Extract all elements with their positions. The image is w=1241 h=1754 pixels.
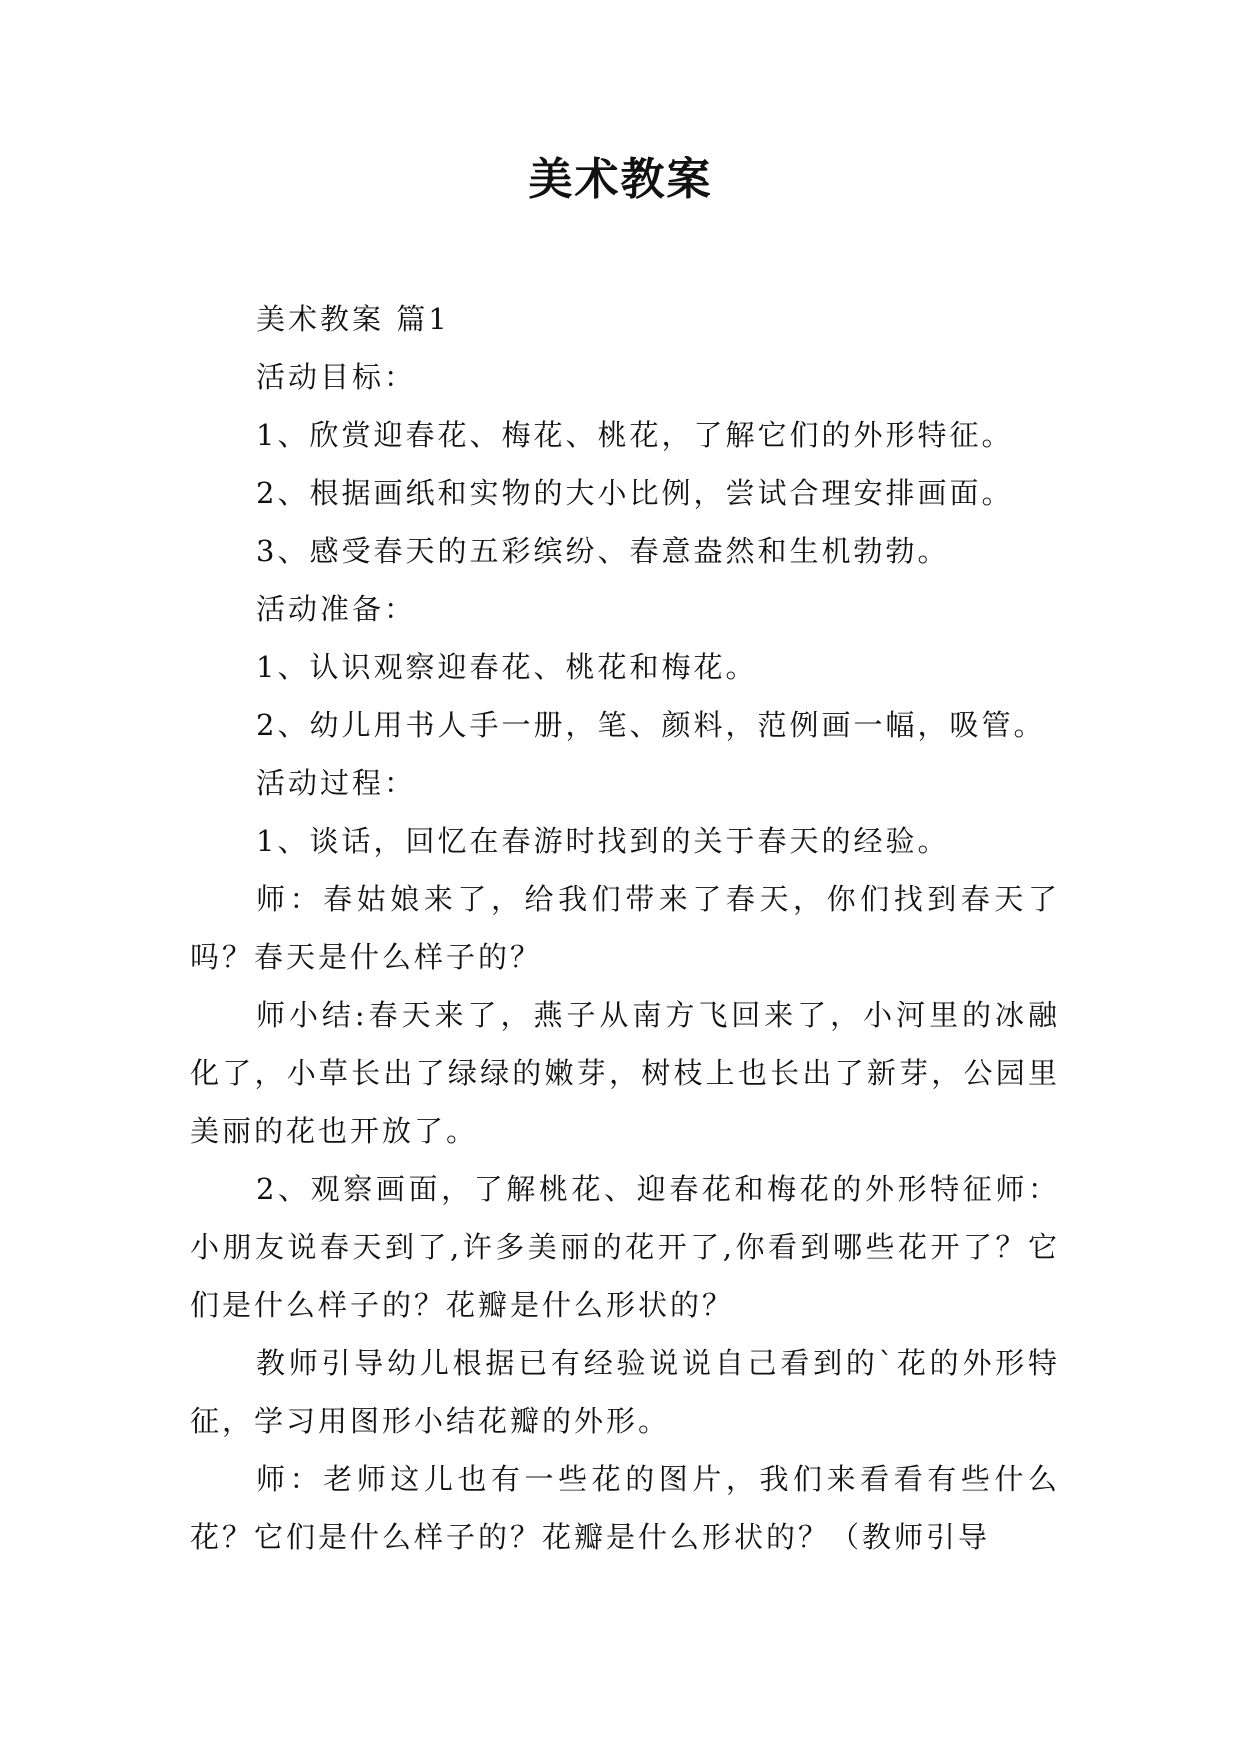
paragraph: 活动目标： (256, 360, 417, 394)
paragraph: 1、谈话，回忆在春游时找到的关于春天的经验。 (256, 824, 950, 858)
paragraph: 师：春姑娘来了，给我们带来了春天，你们找到春天了吗？春天是什么样子的？ (190, 882, 1060, 974)
paragraph: 教师引导幼儿根据已有经验说说自己看到的`花的外形特征，学习用图形小结花瓣的外形。 (190, 1346, 1060, 1438)
document-body (190, 290, 1060, 1566)
paragraph: 活动准备： (256, 592, 417, 626)
section-heading: 美术教案 篇1 (256, 302, 450, 336)
paragraph: 1、认识观察迎春花、桃花和梅花。 (256, 650, 758, 684)
paragraph: 2、观察画面，了解桃花、迎春花和梅花的外形特征师：小朋友说春天到了,许多美丽的花开了,你看到哪些花开了？它们是什么样子的？花瓣是什么形状的？ (190, 1172, 1060, 1322)
paragraph: 师小结:春天来了，燕子从南方飞回来了，小河里的冰融化了，小草长出了绿绿的嫩芽，树枝上也长出了新芽，公园里美丽的花也开放了。 (190, 998, 1060, 1148)
paragraph: 3、感受春天的五彩缤纷、春意盎然和生机勃勃。 (256, 534, 950, 568)
paragraph: 2、幼儿用书人手一册，笔、颜料，范例画一幅，吸管。 (256, 708, 1046, 742)
document-title: 美术教案 (528, 154, 713, 205)
paragraph: 2、根据画纸和实物的大小比例，尝试合理安排画面。 (256, 476, 1014, 510)
paragraph: 活动过程： (256, 766, 417, 800)
paragraph: 师：老师这儿也有一些花的图片，我们来看看有些什么花？它们是什么样子的？花瓣是什么形状的？（教师引导 (190, 1462, 1060, 1554)
paragraph: 1、欣赏迎春花、梅花、桃花，了解它们的外形特征。 (256, 418, 1014, 452)
